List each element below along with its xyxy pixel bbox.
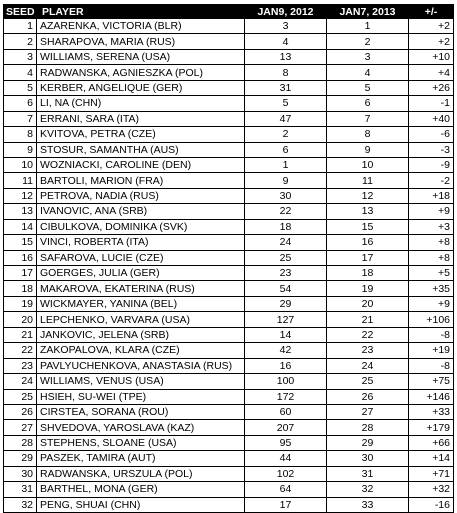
cell-player: JANKOVIC, JELENA (SRB) [37,327,245,342]
table-row [4,420,454,435]
cell-rank-jan-2012: 102 [245,466,327,481]
cell-player: SHARAPOVA, MARIA (RUS) [37,34,245,49]
cell-rank-jan-2013: 29 [327,435,409,450]
cell-rank-change: +179 [409,420,454,435]
cell-player: ERRANI, SARA (ITA) [37,111,245,126]
cell-rank-jan-2012: 9 [245,173,327,188]
cell-rank-jan-2012: 44 [245,451,327,466]
cell-rank-jan-2013: 18 [327,266,409,281]
cell-player: WILLIAMS, SERENA (USA) [37,49,245,64]
table-row [4,482,454,497]
cell-rank-change: -3 [409,142,454,157]
table-row [4,451,454,466]
table-row [4,49,454,64]
cell-rank-jan-2013: 28 [327,420,409,435]
cell-seed: 10 [4,157,37,172]
cell-rank-change: +33 [409,404,454,419]
cell-rank-jan-2013: 15 [327,219,409,234]
cell-rank-jan-2012: 14 [245,327,327,342]
cell-rank-jan-2013: 17 [327,250,409,265]
cell-seed: 3 [4,49,37,64]
cell-seed: 24 [4,374,37,389]
cell-seed: 20 [4,312,37,327]
cell-rank-jan-2012: 60 [245,404,327,419]
cell-player: KERBER, ANGELIQUE (GER) [37,80,245,95]
cell-rank-jan-2013: 12 [327,188,409,203]
cell-player: MAKAROVA, EKATERINA (RUS) [37,281,245,296]
cell-rank-jan-2012: 207 [245,420,327,435]
table-row [4,173,454,188]
cell-rank-jan-2013: 31 [327,466,409,481]
cell-rank-jan-2012: 127 [245,312,327,327]
cell-rank-jan-2013: 10 [327,157,409,172]
cell-rank-jan-2012: 16 [245,358,327,373]
cell-rank-change: +18 [409,188,454,203]
cell-rank-change: -6 [409,127,454,142]
cell-rank-change: -16 [409,497,454,512]
cell-seed: 27 [4,420,37,435]
cell-rank-change: +9 [409,204,454,219]
cell-rank-jan-2013: 7 [327,111,409,126]
cell-rank-jan-2013: 1 [327,19,409,34]
table-row [4,266,454,281]
cell-rank-jan-2013: 20 [327,296,409,311]
cell-rank-change: +40 [409,111,454,126]
cell-rank-jan-2012: 13 [245,49,327,64]
cell-rank-jan-2013: 16 [327,235,409,250]
cell-rank-change: +75 [409,374,454,389]
cell-rank-jan-2013: 19 [327,281,409,296]
cell-rank-change: +106 [409,312,454,327]
cell-seed: 32 [4,497,37,512]
cell-seed: 31 [4,482,37,497]
cell-rank-change: -9 [409,157,454,172]
cell-player: AZARENKA, VICTORIA (BLR) [37,19,245,34]
cell-seed: 12 [4,188,37,203]
cell-rank-change: +8 [409,235,454,250]
cell-seed: 15 [4,235,37,250]
cell-rank-jan-2013: 13 [327,204,409,219]
table-row [4,157,454,172]
cell-rank-jan-2013: 9 [327,142,409,157]
cell-rank-jan-2013: 24 [327,358,409,373]
cell-rank-jan-2012: 5 [245,96,327,111]
cell-rank-jan-2012: 23 [245,266,327,281]
table-row [4,188,454,203]
cell-rank-change: +4 [409,65,454,80]
cell-rank-jan-2013: 21 [327,312,409,327]
cell-seed: 19 [4,296,37,311]
cell-rank-jan-2013: 23 [327,343,409,358]
cell-rank-change: -8 [409,327,454,342]
cell-rank-jan-2013: 25 [327,374,409,389]
cell-rank-change: -1 [409,96,454,111]
cell-rank-change: +146 [409,389,454,404]
cell-rank-jan-2012: 47 [245,111,327,126]
cell-rank-jan-2012: 172 [245,389,327,404]
cell-rank-jan-2012: 6 [245,142,327,157]
table-body [4,19,454,513]
table-row [4,404,454,419]
table-row [4,235,454,250]
table-row [4,96,454,111]
table-row [4,204,454,219]
table-row [4,65,454,80]
cell-rank-jan-2012: 1 [245,157,327,172]
cell-rank-change: +14 [409,451,454,466]
cell-rank-change: +10 [409,49,454,64]
cell-player: ZAKOPALOVA, KLARA (CZE) [37,343,245,358]
cell-seed: 25 [4,389,37,404]
table-row [4,34,454,49]
cell-seed: 4 [4,65,37,80]
cell-player: PETROVA, NADIA (RUS) [37,188,245,203]
cell-seed: 14 [4,219,37,234]
table-row [4,389,454,404]
cell-seed: 2 [4,34,37,49]
cell-seed: 7 [4,111,37,126]
cell-rank-change: +66 [409,435,454,450]
cell-player: KVITOVA, PETRA (CZE) [37,127,245,142]
cell-seed: 9 [4,142,37,157]
cell-seed: 28 [4,435,37,450]
cell-player: RADWANSKA, URSZULA (POL) [37,466,245,481]
cell-rank-jan-2012: 18 [245,219,327,234]
cell-player: PASZEK, TAMIRA (AUT) [37,451,245,466]
cell-rank-change: +19 [409,343,454,358]
cell-player: WICKMAYER, YANINA (BEL) [37,296,245,311]
table-row [4,358,454,373]
table-row [4,374,454,389]
cell-seed: 13 [4,204,37,219]
cell-seed: 18 [4,281,37,296]
cell-rank-jan-2012: 25 [245,250,327,265]
cell-rank-jan-2012: 95 [245,435,327,450]
table-row [4,80,454,95]
cell-rank-jan-2013: 6 [327,96,409,111]
table-row [4,142,454,157]
cell-rank-change: +3 [409,219,454,234]
cell-rank-jan-2013: 5 [327,80,409,95]
table-row [4,111,454,126]
cell-player: WILLIAMS, VENUS (USA) [37,374,245,389]
cell-rank-jan-2013: 22 [327,327,409,342]
cell-rank-jan-2013: 2 [327,34,409,49]
cell-rank-jan-2013: 4 [327,65,409,80]
cell-rank-jan-2012: 24 [245,235,327,250]
table-header [4,5,454,19]
cell-seed: 26 [4,404,37,419]
table-row [4,296,454,311]
cell-seed: 6 [4,96,37,111]
cell-rank-jan-2012: 8 [245,65,327,80]
cell-player: CIRSTEA, SORANA (ROU) [37,404,245,419]
cell-seed: 22 [4,343,37,358]
header-jan-2013: JAN7, 2013 [327,5,409,19]
cell-rank-jan-2012: 54 [245,281,327,296]
cell-rank-jan-2012: 2 [245,127,327,142]
table-row [4,466,454,481]
cell-player: LEPCHENKO, VARVARA (USA) [37,312,245,327]
cell-rank-jan-2013: 8 [327,127,409,142]
cell-seed: 8 [4,127,37,142]
cell-seed: 11 [4,173,37,188]
cell-player: BARTHEL, MONA (GER) [37,482,245,497]
cell-rank-jan-2013: 3 [327,49,409,64]
cell-player: WOZNIACKI, CAROLINE (DEN) [37,157,245,172]
cell-rank-jan-2012: 100 [245,374,327,389]
cell-player: STEPHENS, SLOANE (USA) [37,435,245,450]
cell-rank-jan-2012: 30 [245,188,327,203]
cell-rank-change: +5 [409,266,454,281]
cell-rank-change: -8 [409,358,454,373]
cell-rank-change: +32 [409,482,454,497]
cell-rank-jan-2013: 27 [327,404,409,419]
cell-rank-jan-2013: 33 [327,497,409,512]
cell-rank-jan-2012: 4 [245,34,327,49]
cell-seed: 30 [4,466,37,481]
cell-player: HSIEH, SU-WEI (TPE) [37,389,245,404]
header-seed: SEED [4,5,37,19]
table-row [4,281,454,296]
cell-rank-change: +2 [409,34,454,49]
cell-rank-jan-2012: 64 [245,482,327,497]
cell-rank-jan-2012: 17 [245,497,327,512]
table-row [4,250,454,265]
cell-seed: 17 [4,266,37,281]
cell-player: CIBULKOVA, DOMINIKA (SVK) [37,219,245,234]
table-row [4,312,454,327]
cell-seed: 16 [4,250,37,265]
header-player: PLAYER [37,5,245,19]
cell-rank-jan-2012: 42 [245,343,327,358]
cell-seed: 21 [4,327,37,342]
table-row [4,127,454,142]
header-jan-2012: JAN9, 2012 [245,5,327,19]
cell-rank-change: +8 [409,250,454,265]
cell-player: SAFAROVA, LUCIE (CZE) [37,250,245,265]
cell-rank-jan-2013: 30 [327,451,409,466]
cell-rank-jan-2013: 32 [327,482,409,497]
cell-rank-change: +2 [409,19,454,34]
cell-player: IVANOVIC, ANA (SRB) [37,204,245,219]
table-row [4,327,454,342]
table-row [4,219,454,234]
cell-rank-jan-2012: 22 [245,204,327,219]
cell-player: RADWANSKA, AGNIESZKA (POL) [37,65,245,80]
cell-rank-change: +9 [409,296,454,311]
cell-rank-jan-2013: 26 [327,389,409,404]
cell-seed: 23 [4,358,37,373]
seed-ranking-table [3,4,454,513]
header-diff: +/- [409,5,454,19]
cell-player: GOERGES, JULIA (GER) [37,266,245,281]
table-row [4,435,454,450]
cell-seed: 1 [4,19,37,34]
cell-player: SHVEDOVA, YAROSLAVA (KAZ) [37,420,245,435]
cell-rank-change: -2 [409,173,454,188]
cell-player: LI, NA (CHN) [37,96,245,111]
cell-player: VINCI, ROBERTA (ITA) [37,235,245,250]
cell-seed: 29 [4,451,37,466]
cell-seed: 5 [4,80,37,95]
cell-rank-change: +35 [409,281,454,296]
table-row [4,343,454,358]
table-row [4,19,454,34]
cell-player: BARTOLI, MARION (FRA) [37,173,245,188]
cell-rank-change: +26 [409,80,454,95]
cell-rank-jan-2012: 29 [245,296,327,311]
cell-rank-jan-2013: 11 [327,173,409,188]
header-row [4,5,454,19]
cell-rank-jan-2012: 31 [245,80,327,95]
cell-player: STOSUR, SAMANTHA (AUS) [37,142,245,157]
cell-rank-change: +71 [409,466,454,481]
cell-rank-jan-2012: 3 [245,19,327,34]
cell-player: PAVLYUCHENKOVA, ANASTASIA (RUS) [37,358,245,373]
cell-player: PENG, SHUAI (CHN) [37,497,245,512]
